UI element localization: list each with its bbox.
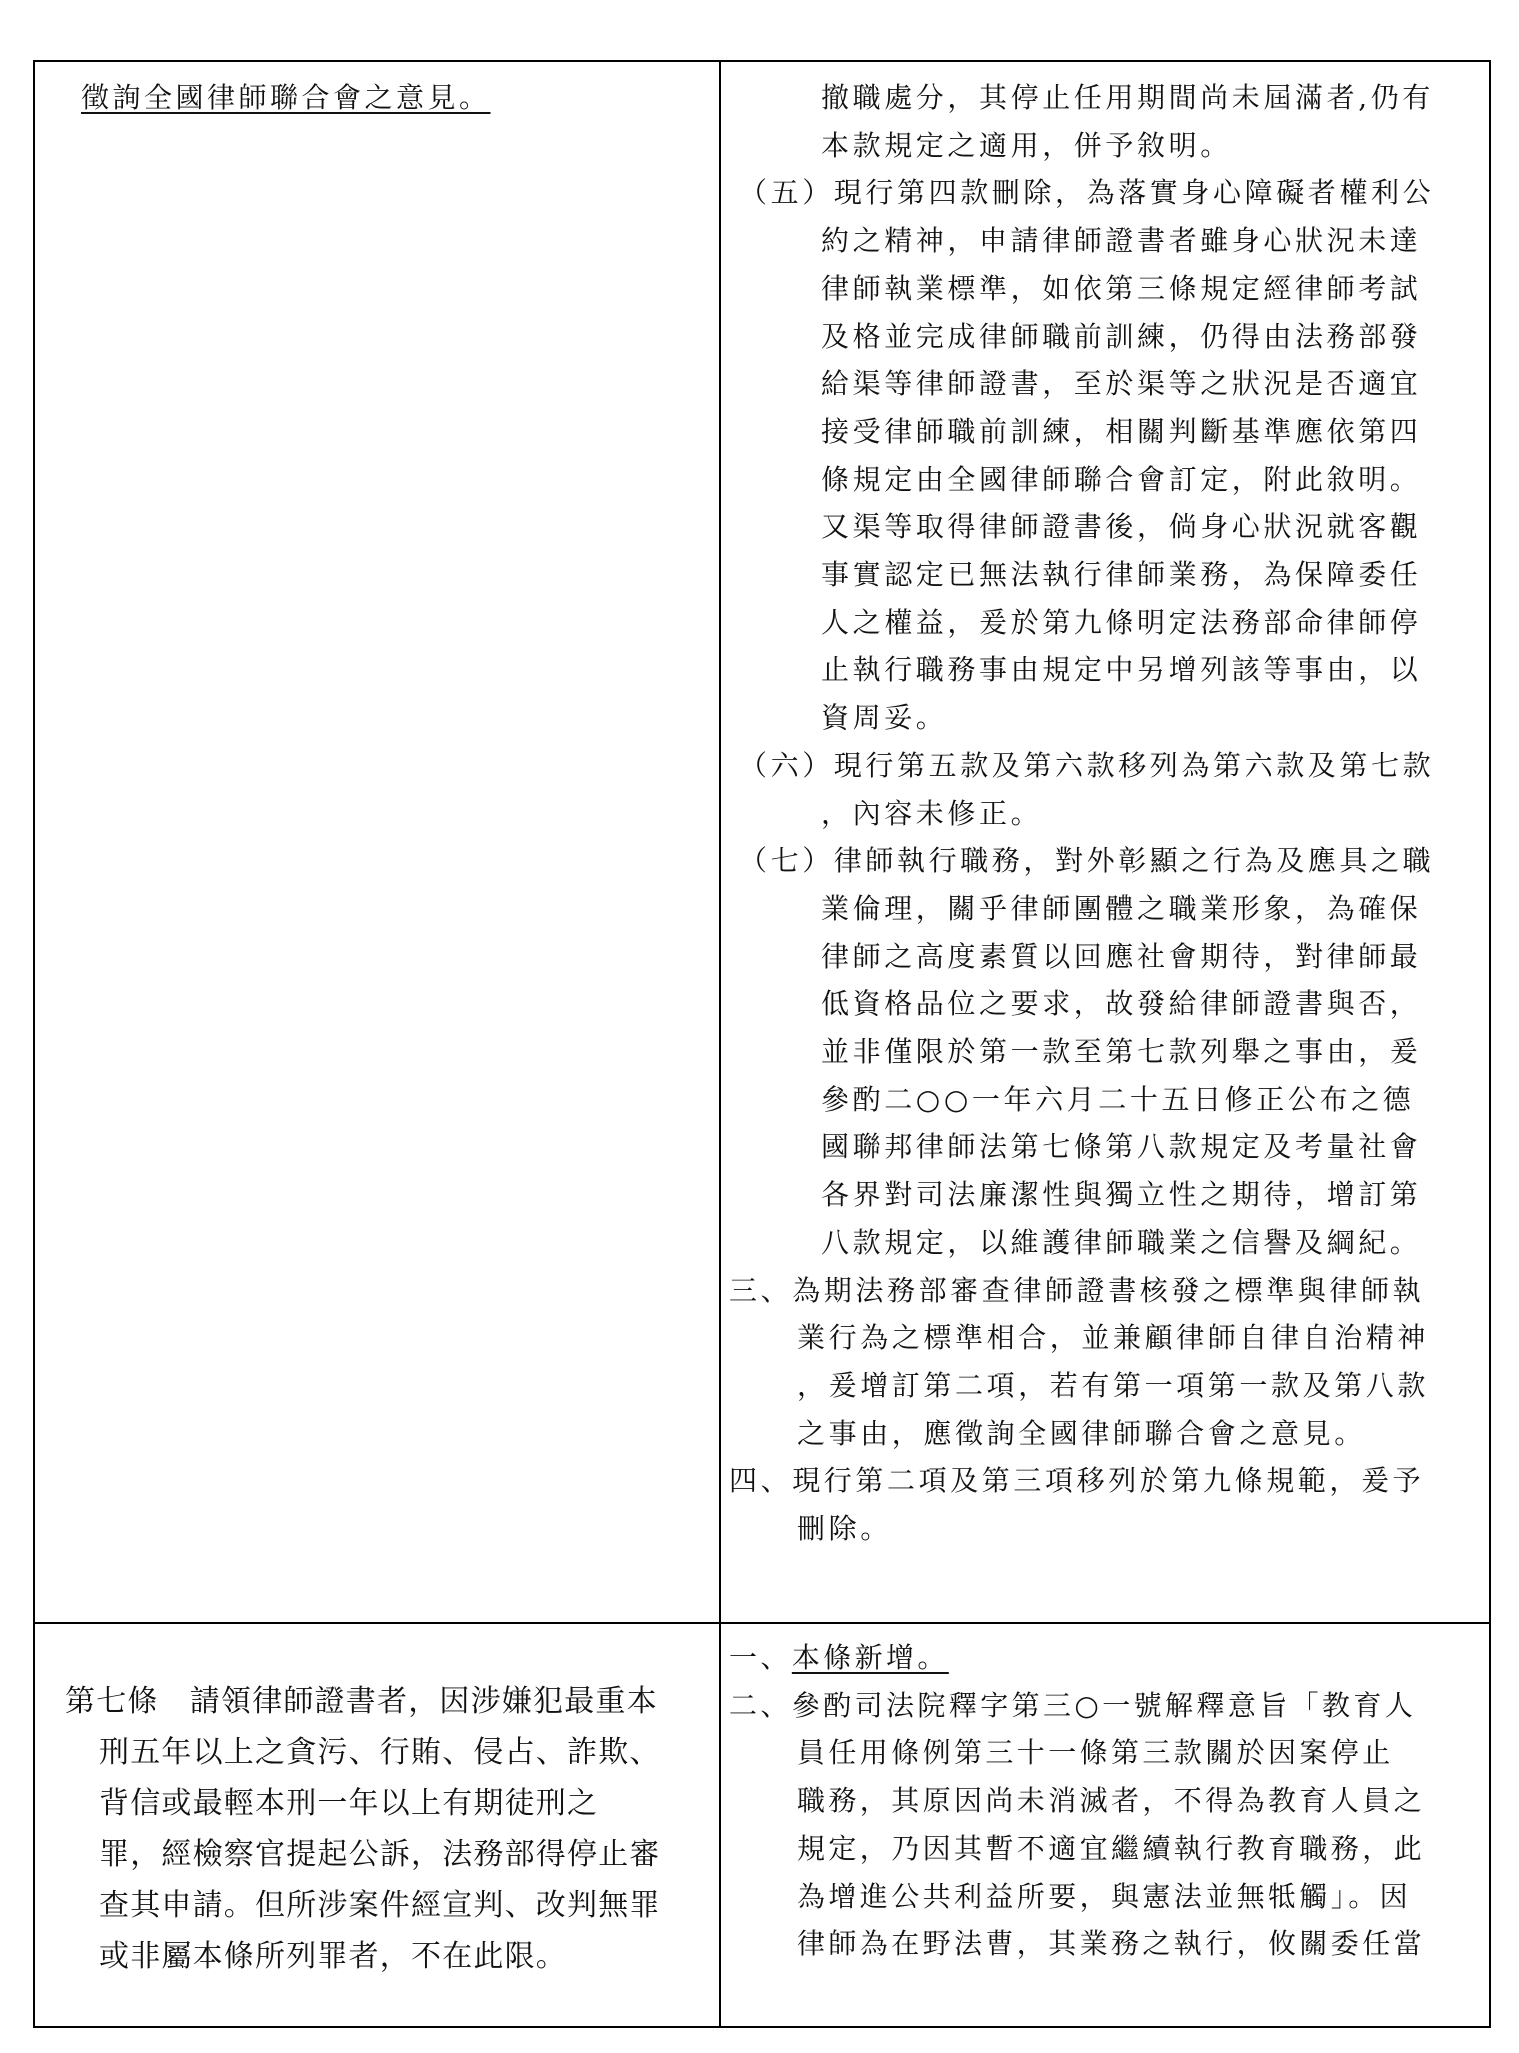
text-line: 律師之高度素質以回應社會期待，對律師最 [821, 939, 1422, 973]
text-line: 之事由，應徵詢全國律師聯合會之意見。 [797, 1416, 1366, 1450]
text-line: 給渠等律師證書，至於渠等之狀況是否適宜 [821, 367, 1422, 401]
text-line: 查其申請。但所涉案件經宣判、改判無罪 [99, 1888, 661, 1923]
text-line: （五）現行第四款刪除，為落實身心障礙者權利公 [739, 176, 1435, 210]
left-cell-amended-text [34, 61, 720, 1623]
text-line: 低資格品位之要求，故發給律師證書與否， [821, 987, 1422, 1021]
table-row [34, 61, 1490, 1623]
text-line: 八款規定，以維護律師職業之信譽及綱紀。 [821, 1225, 1422, 1259]
text-line: 律師為在野法曹，其業務之執行，攸關委任當 [797, 1927, 1426, 1961]
text-line: 二、參酌司法院釋字第三○一號解釋意旨「教育人 [729, 1688, 1417, 1722]
text-line: 資周妥。 [821, 701, 948, 735]
amendment-comparison-table [33, 60, 1491, 2028]
text-line: 又渠等取得律師證書後，倘身心狀況就客觀 [821, 510, 1422, 544]
text-line: ，爰增訂第二項，若有第一項第一款及第八款 [797, 1368, 1430, 1402]
table-row [34, 1623, 1490, 2027]
text-line: 背信或最輕本刑一年以上有期徒刑之 [99, 1786, 599, 1821]
text-line: 刑五年以上之貪污、行賄、侵占、詐欺、 [99, 1735, 661, 1770]
text-line: 員任用條例第三十一條第三款關於因案停止 [797, 1736, 1394, 1770]
text-line: 或非屬本條所列罪者，不在此限。 [99, 1939, 567, 1974]
comparison-table-page [33, 60, 1487, 2024]
right-cell-explanation [720, 1623, 1490, 2027]
text-line: 人之權益，爰於第九條明定法務部命律師停 [821, 605, 1422, 639]
text-line: 三、為期法務部審查律師證書核發之標準與律師執 [729, 1273, 1425, 1307]
text-line: 事實認定已無法執行律師業務，為保障委任 [821, 558, 1422, 592]
text-line: 條規定由全國律師聯合會訂定，附此敘明。 [821, 462, 1422, 496]
text-line [729, 1634, 1489, 1682]
text-line: 律師執業標準，如依第三條規定經律師考試 [821, 271, 1422, 305]
text-line: 為增進公共利益所要，與憲法並無牴觸」。因 [797, 1879, 1412, 1913]
text-line: 並非僅限於第一款至第七款列舉之事由，爰 [821, 1035, 1422, 1069]
text-line: （七）律師執行職務，對外彰顯之行為及應具之職 [739, 844, 1435, 878]
text-line: 約之精神，申請律師證書者雖身心狀況未達 [821, 224, 1422, 258]
text-line: 規定，乃因其暫不適宜繼續執行教育職務，此 [797, 1831, 1426, 1865]
text-line: 職務，其原因尚未消滅者，不得為教育人員之 [797, 1784, 1426, 1818]
text-line: ，內容未修正。 [821, 796, 1043, 830]
text-line: 本款規定之適用，併予敘明。 [821, 128, 1232, 162]
text-line: 徵詢全國律師聯合會之意見。 [81, 81, 491, 114]
text-line: 各界對司法廉潔性與獨立性之期待，增訂第 [821, 1178, 1422, 1212]
text-line: 四、現行第二項及第三項移列於第九條規範，爰予 [729, 1464, 1425, 1498]
text-line: 止執行職務事由規定中另增列該等事由，以 [821, 653, 1422, 687]
text-line: 第七條 請領律師證書者，因涉嫌犯最重本 [65, 1684, 658, 1719]
text-line: 罪，經檢察官提起公訴，法務部得停止審 [99, 1837, 661, 1872]
text-line: 業行為之標準相合，並兼顧律師自律自治精神 [797, 1321, 1430, 1355]
text-line: 接受律師職前訓練，相關判斷基準應依第四 [821, 414, 1422, 448]
new-article-note: 本條新增。 [791, 1641, 949, 1674]
item-prefix: 一、 [729, 1641, 792, 1674]
right-cell-explanation [720, 61, 1490, 1623]
text-line: 參酌二○○一年六月二十五日修正公布之德 [821, 1082, 1415, 1116]
text-line: 業倫理，關乎律師團體之職業形象，為確保 [821, 891, 1422, 925]
text-line: （六）現行第五款及第六款移列為第六款及第七款 [739, 748, 1435, 782]
text-line: 撤職處分，其停止任用期間尚未屆滿者,仍有 [821, 81, 1434, 114]
left-cell-amended-text [34, 1623, 720, 2027]
text-line: 及格並完成律師職前訓練，仍得由法務部發 [821, 319, 1422, 353]
text-line: 國聯邦律師法第七條第八款規定及考量社會 [821, 1130, 1422, 1164]
text-line: 刪除。 [797, 1512, 892, 1546]
